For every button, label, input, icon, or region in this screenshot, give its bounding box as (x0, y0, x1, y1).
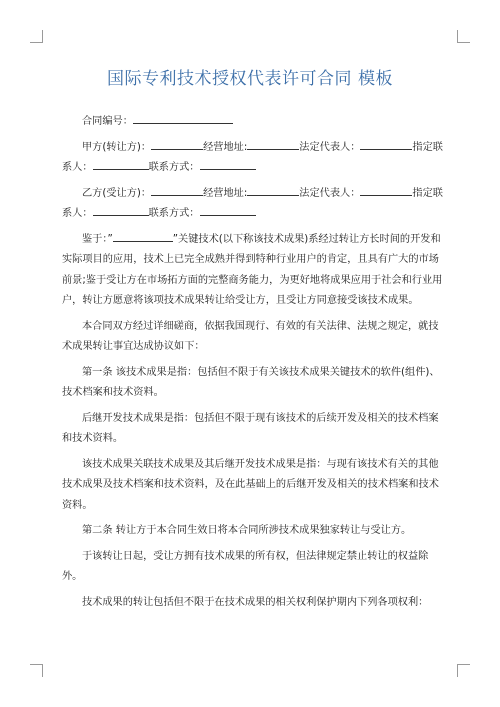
party-b-line (62, 184, 444, 205)
party-a-phone-blank[interactable] (200, 159, 256, 170)
party-a-address-label: 经营地址: (203, 141, 248, 153)
whereas-text: ”关键技术(以下称该技术成果)系经过转让方长时间的开发和实际项目的应用，技术上已完全成熟并得到特种行业用户的肯定，且具有广大的市场前景;鉴于受让方在市场拓方面的完整商务能力，为更好地将成果应用于社会和行业用户，转让方愿意将该项技术成果转让给受让方，且受让方同意接受该技术成果。 (62, 233, 443, 306)
party-b-contact-label-2: 系人： (62, 208, 93, 219)
party-a-contact-blank[interactable] (93, 159, 149, 170)
paragraph-2: 第一条 该技术成果是指：包括但不限于有关该技术成果关键技术的软件(组件)、技术档案和技术资料。 (62, 366, 440, 398)
party-a-rep-label: 法定代表人： (299, 141, 361, 153)
party-a-contact-label-2: 系人： (62, 162, 93, 173)
party-b-rep-label: 法定代表人： (299, 187, 361, 199)
party-a-address-blank[interactable] (247, 139, 299, 150)
document-title: 国际专利技术授权代表许可合同 模板 (107, 69, 393, 89)
party-a-rep-blank[interactable] (360, 139, 412, 150)
whereas-lead: 鉴于：” (82, 233, 113, 245)
contract-number-blank[interactable] (133, 113, 233, 124)
crop-mark-top-right (457, 30, 470, 43)
paragraph-5: 第二条 转让方于本合同生效日将本合同所涉技术成果独家转让与受让方。 (82, 525, 412, 536)
party-b-address-blank[interactable] (247, 185, 299, 196)
party-b-contact-blank[interactable] (93, 205, 149, 216)
crop-mark-top-left (30, 30, 43, 43)
party-a-name-blank[interactable] (151, 139, 203, 150)
party-b-line-2 (62, 204, 444, 225)
party-b-contact-label-1: 指定联 (412, 187, 443, 199)
contract-number-line (62, 112, 444, 133)
party-b-label: 乙方(受让方)： (82, 187, 152, 199)
party-b-phone-blank[interactable] (200, 205, 256, 216)
paragraph-4: 该技术成果关联技术成果及其后继开发技术成果是指：与现有该技术有关的其他技术成果及技术档案和技术资料，及在此基础上的后继开发及相关的技术档案和技术资料。 (62, 458, 439, 511)
contract-number-label: 合同编号： (82, 116, 133, 127)
party-a-phone-label: 联系方式： (148, 162, 200, 173)
party-b-name-blank[interactable] (151, 185, 203, 196)
party-a-label: 甲方(转让方)： (82, 141, 152, 153)
technology-name-blank[interactable] (113, 231, 173, 242)
paragraph-6: 于该转让日起，受让方拥有技术成果的所有权，但法律规定禁止转让的权益除外。 (62, 550, 429, 582)
party-b-phone-label: 联系方式： (148, 208, 200, 219)
paragraph-7: 技术成果的转让包括但不限于在技术成果的相关权利保护期内下列各项权利： (82, 596, 429, 608)
whereas-paragraph (62, 230, 444, 312)
crop-mark-bottom-left (30, 664, 43, 677)
paragraph-3: 后继开发技术成果是指：包括但不限于现有该技术的后续开发及相关的技术档案和技术资料。 (62, 412, 439, 444)
document-body (62, 112, 444, 613)
party-a-line-2 (62, 158, 444, 179)
paragraph-1: 本合同双方经过详细磋商，依据我国现行、有效的有关法律、法规之规定，就技术成果转让事宜达成协议如下： (62, 320, 439, 352)
party-a-line (62, 138, 444, 159)
party-a-contact-label-1: 指定联 (412, 141, 443, 153)
party-b-rep-blank[interactable] (360, 185, 412, 196)
crop-mark-bottom-right (457, 664, 470, 677)
party-b-address-label: 经营地址: (203, 187, 248, 199)
